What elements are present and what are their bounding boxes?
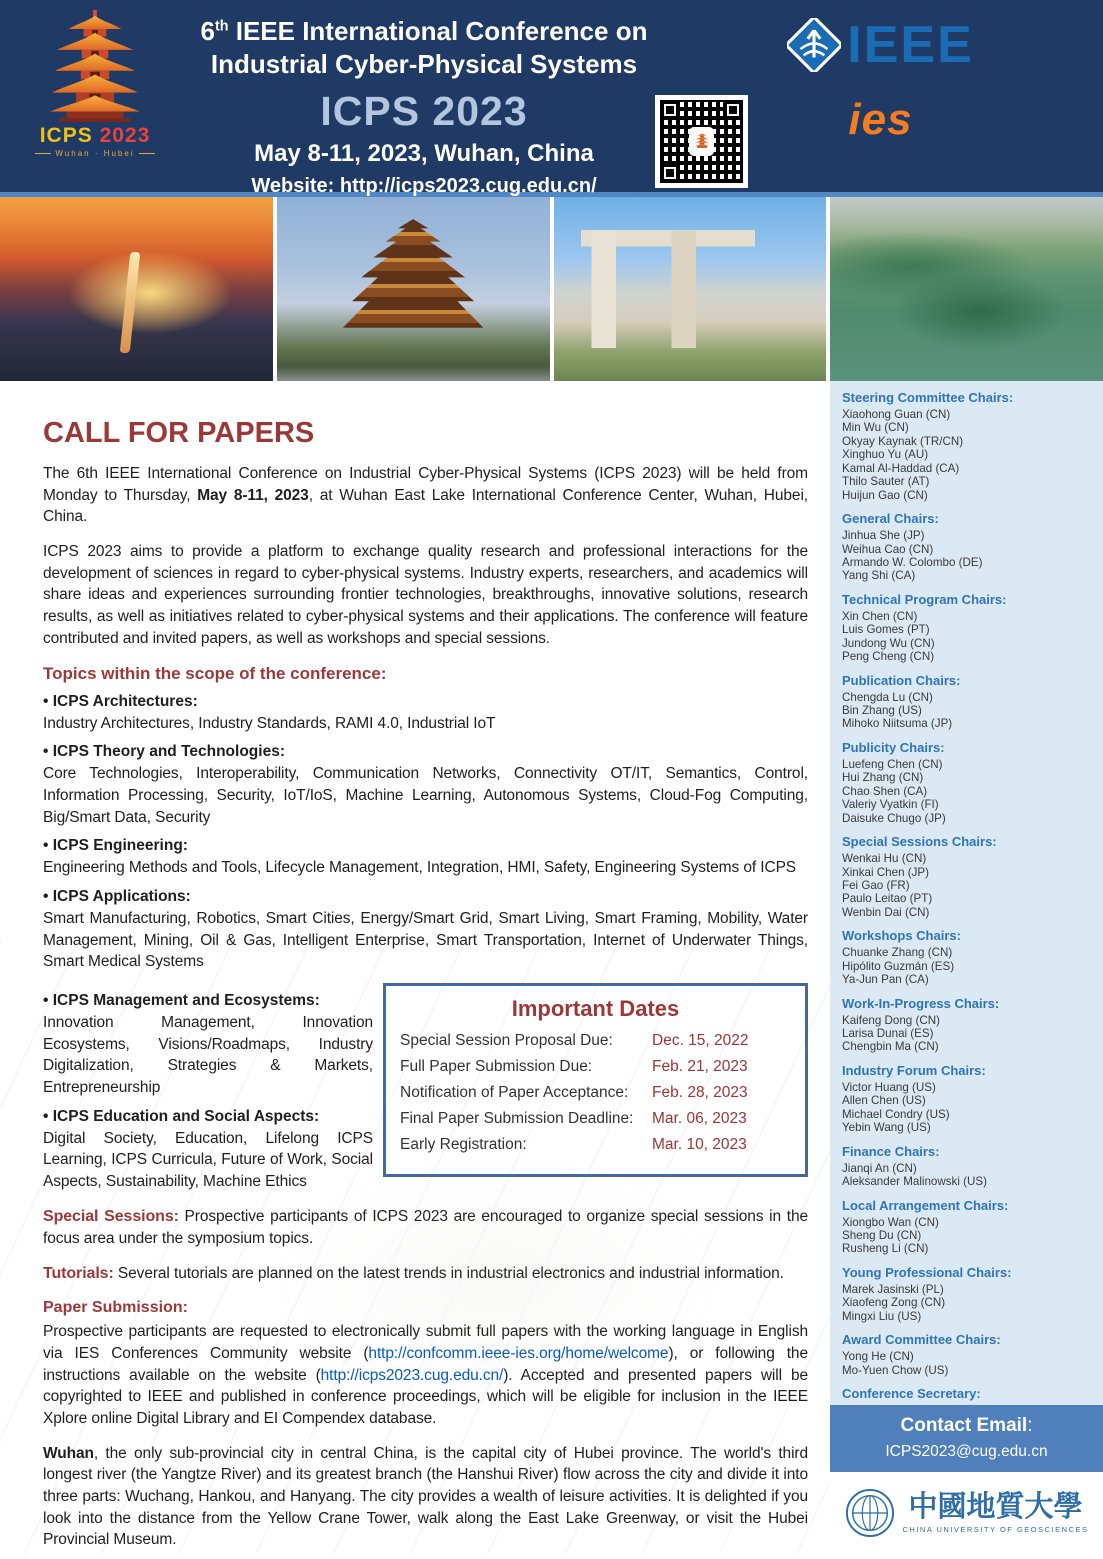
date-label: Final Paper Submission Deadline: [400, 1110, 634, 1127]
chair-name: Allen Chen (US) [842, 1094, 926, 1108]
chair-name: Thilo Sauter (AT) [842, 475, 930, 489]
committee-names [842, 1350, 1097, 1377]
chair-name: Kamal Al-Haddad (CA) [842, 461, 960, 475]
date-label: Special Session Proposal Due: [400, 1032, 613, 1049]
topic-item [43, 743, 808, 828]
chair-name: Jianqi An (CN) [842, 1161, 917, 1175]
important-date-row [400, 1136, 791, 1154]
photo-strip [0, 197, 1103, 381]
committee-heading: Conference Secretary: [842, 1386, 981, 1401]
topic-item [43, 837, 808, 879]
qr-center-pagoda-icon [689, 127, 714, 156]
cug-logo [830, 1472, 1103, 1554]
topic-item [43, 992, 373, 1099]
ies-logo: ies [848, 95, 913, 144]
chair-name: Yong He (CN) [842, 1350, 914, 1364]
chair-name: Xinghuo Yu (AU) [842, 448, 929, 462]
committee-names [842, 691, 1097, 731]
committee-section [842, 1063, 1097, 1135]
chair-name: Jinhua She (JP) [842, 529, 925, 543]
committee-heading: Finance Chairs: [842, 1143, 940, 1159]
committee-heading: Publicity Chairs: [842, 739, 945, 755]
chair-name: Huijun Gao (CN) [842, 488, 928, 502]
conference-acronym: ICPS 2023 [320, 88, 528, 134]
committee-section [842, 996, 1097, 1054]
committee-heading: Steering Committee Chairs: [842, 390, 1014, 405]
committee-names [842, 408, 1097, 502]
conference-title: 6th IEEE International Conference on Industrial Cyber-Physical Systems [200, 16, 648, 79]
committee-section [842, 1144, 1097, 1189]
chair-name: Bin Zhang (US) [842, 704, 922, 717]
date-value: Feb. 21, 2023 [652, 1058, 748, 1075]
topic-title: • ICPS Applications: [43, 888, 808, 906]
topic-title: • ICPS Architectures: [43, 693, 808, 711]
topic-description: Industry Architectures, Industry Standards, RAMI 4.0, Industrial IoT [43, 714, 496, 732]
committee-names [842, 1216, 1097, 1256]
chair-name: Armando W. Colombo (DE) [842, 555, 983, 569]
committee-heading: Award Committee Chairs: [842, 1332, 1001, 1348]
committee-names [842, 529, 1097, 583]
committee-names [842, 946, 1097, 986]
topic-description: Innovation Management, Innovation Ecosystems, Visions/Roadmaps, Industry Digitalization, Strategies & Markets, Entrepreneurship [43, 1014, 373, 1097]
photo-wuhan-sunset-cityscape [0, 197, 273, 381]
pagoda-icon [47, 10, 143, 122]
topic-item [43, 888, 808, 973]
date-value: Mar. 10, 2023 [652, 1136, 747, 1153]
sidebar [830, 381, 1103, 1554]
important-dates-title: Important Dates [511, 996, 680, 1021]
chair-name: Yebin Wang (US) [842, 1121, 931, 1135]
paper-submission-paragraph: Prospective participants are requested to electronically submit full papers with the working language in English via IES Conferences Community website (http://confcomm.ieee-ies.org/home/welcome), or following the instructions available on the website (http://icps2023.cug.edu.cn/). Accepted and presented papers will be copyrighted to IEEE and published in conference proceedings, which will be eligible for inclusion in the IEEE Xplore online Digital Library and EI Compendex database. [43, 1323, 808, 1428]
contact-email-band [830, 1405, 1103, 1472]
topic-description: Digital Society, Education, Lifelong ICPS Learning, ICPS Curricula, Future of Work, Social Aspects, Sustainability, Machine Ethics [43, 1129, 373, 1191]
icps-logo [0, 0, 190, 192]
chair-name: Okyay Kaynak (TR/CN) [842, 434, 964, 448]
chair-name: Xin Chen (CN) [842, 609, 918, 623]
header-titles [190, 0, 658, 197]
chair-name: Xiaofeng Zong (CN) [842, 1296, 946, 1310]
committee-names [842, 610, 1097, 664]
important-date-row [400, 1032, 791, 1050]
committee-heading: Young Professional Chairs: [842, 1264, 1012, 1280]
topic-item [43, 1108, 373, 1193]
chair-name: Luis Gomes (PT) [842, 623, 930, 637]
chair-name: Xiaohong Guan (CN) [842, 408, 951, 421]
qr-finder-icon [660, 100, 680, 120]
important-date-row [400, 1110, 791, 1128]
chair-name: Michael Condry (US) [842, 1107, 950, 1121]
chair-name: Wenkai Hu (CN) [842, 852, 927, 866]
date-label: Early Registration: [400, 1136, 527, 1153]
chair-name: Paulo Leitao (PT) [842, 892, 933, 906]
committee-names [842, 852, 1097, 919]
committee-names [842, 1283, 1097, 1323]
committee-chairs-panel [830, 381, 1103, 1405]
chair-name: Mingxi Liu (US) [842, 1309, 922, 1323]
chair-name: Ya-Jun Pan (CA) [842, 973, 929, 987]
chair-name: Aleksander Malinowski (US) [842, 1175, 987, 1189]
conference-website: Website: http://icps2023.cug.edu.cn/ [251, 175, 597, 197]
committee-heading: Workshops Chairs: [842, 928, 961, 944]
committee-section [842, 928, 1097, 986]
committee-section [842, 673, 1097, 731]
committee-heading: Local Arrangement Chairs: [842, 1197, 1009, 1213]
intro-paragraph-2: ICPS 2023 aims to provide a platform to exchange quality research and professional interactions for the development of sciences in regard to cyber-physical systems. Industry experts, researchers, and academics will share ideas and experiences surrounding frontier technologies, breakthroughs, innovative solutions, research results, as well as initiatives related to cyber-physical systems and their applications. The conference will feature contributed and invited papers, as well as workshops and special sessions. [43, 543, 808, 647]
chair-name: Chengda Lu (CN) [842, 690, 933, 704]
topic-description: Core Technologies, Interoperability, Communication Networks, Connectivity OT/IT, Semantics, Control, Information Processing, Security, IoT/IoS, Machine Learning, Autonomous Systems, Cloud-Fog Computing, Big/Smart Data, Security [43, 765, 808, 826]
ieee-wordmark: IEEE [847, 16, 974, 74]
committee-heading: Special Sessions Chairs: [842, 834, 997, 850]
chair-name: Hipólito Guzmán (ES) [842, 959, 955, 973]
chair-name: Mo-Yuen Chow (US) [842, 1363, 949, 1377]
chair-name: Valeriy Vyatkin (FI) [842, 798, 939, 812]
chair-name: Kaifeng Dong (CN) [842, 1013, 940, 1027]
call-for-papers-title: CALL FOR PAPERS [43, 417, 315, 449]
committee-heading: Technical Program Chairs: [842, 591, 1007, 607]
photo-university-gate [554, 197, 827, 381]
committee-section [842, 834, 1097, 919]
chair-name: Marek Jasinski (PL) [842, 1282, 944, 1296]
chair-name: Fei Gao (FR) [842, 878, 910, 892]
important-date-row [400, 1084, 791, 1102]
chair-name: Min Wu (CN) [842, 421, 909, 435]
chair-name: Jundong Wu (CN) [842, 636, 935, 650]
committee-names [842, 1162, 1097, 1189]
contact-email-address[interactable]: ICPS2023@cug.edu.cn [885, 1443, 1048, 1460]
main-content [0, 381, 830, 1554]
topics-list-2 [43, 983, 373, 1193]
date-value: Dec. 15, 2022 [652, 1032, 749, 1049]
committee-heading: Publication Chairs: [842, 672, 961, 688]
chair-name: Larisa Dunai (ES) [842, 1027, 934, 1040]
contact-email-label: Contact Email: [900, 1415, 1033, 1436]
date-value: Feb. 28, 2023 [652, 1084, 748, 1101]
ieee-diamond-icon [787, 18, 841, 72]
cug-english-name: CHINA UNIVERSITY OF GEOSCIENCES [902, 1525, 1089, 1534]
important-date-row [400, 1058, 791, 1076]
chair-name: Luefeng Chen (CN) [842, 757, 943, 771]
committee-section [842, 1265, 1097, 1323]
cug-chinese-name: 中國地質大學 [908, 1489, 1083, 1523]
chair-name: Yang Shi (CA) [842, 569, 916, 583]
committee-heading: Industry Forum Chairs: [842, 1062, 986, 1078]
committee-section [842, 592, 1097, 664]
important-dates-box [383, 983, 808, 1177]
wuhan-paragraph: Wuhan, the only sub-provincial city in central China, is the capital city of Hubei province. The world's third longest river (the Yangtze River) and its greatest branch (the Hanshui River) flow across the city and divide it into three parts: Wuchang, Hankou, and Hanyang. The city provides a wealth of leisure activities. It is delighted if you look into the distance from the Yellow Crane Tower, walk along the East Lake Greenway, or visit the Hubei Provincial Museum. [43, 1444, 808, 1549]
topic-title: • ICPS Management and Ecosystems: [43, 992, 373, 1010]
topics-list [43, 693, 808, 974]
chair-name: Peng Cheng (CN) [842, 650, 935, 664]
chair-name: Chuanke Zhang (CN) [842, 946, 953, 960]
committee-heading: Work-In-Progress Chairs: [842, 995, 1000, 1011]
photo-yellow-crane-tower [277, 197, 550, 381]
cug-emblem-icon [845, 1488, 895, 1538]
committee-names [842, 1014, 1097, 1054]
topic-title: • ICPS Engineering: [43, 837, 808, 855]
committee-names [842, 1081, 1097, 1135]
topic-description: Smart Manufacturing, Robotics, Smart Cities, Energy/Smart Grid, Smart Living, Smart Framing, Mobility, Water Management, Mining, Oil & Gas, Intelligent Enterprise, Smart Transportation, Internet of Underwater Things, Smart Medical Systems [43, 909, 808, 971]
topics-heading: Topics within the scope of the conference: [43, 663, 387, 683]
header [0, 0, 1103, 197]
website-link[interactable]: http://icps2023.cug.edu.cn/ [339, 175, 597, 197]
date-value: Mar. 06, 2023 [652, 1110, 747, 1127]
ies-community-link[interactable]: http://confcomm.ieee-ies.org/home/welcome [368, 1344, 669, 1362]
qr-finder-icon [723, 100, 743, 120]
committee-section [842, 511, 1097, 583]
chair-name: Chao Shen (CA) [842, 784, 928, 798]
icps-logo-text: ICPS 2023 [39, 124, 151, 147]
committee-section [842, 1332, 1097, 1377]
committee-section [842, 1198, 1097, 1256]
topic-item [43, 693, 808, 735]
date-label: Notification of Paper Acceptance: [400, 1084, 629, 1101]
chair-name: Hui Zhang (CN) [842, 771, 924, 785]
topic-description: Engineering Methods and Tools, Lifecycle Management, Integration, HMI, Safety, Engineering Systems of ICPS [43, 859, 797, 877]
committee-names [842, 758, 1097, 825]
chair-name: Weihua Cao (CN) [842, 542, 934, 556]
qr-code [655, 95, 748, 188]
chair-name: Victor Huang (US) [842, 1080, 936, 1094]
important-dates-list [400, 1032, 791, 1154]
icps-logo-subtitle: Wuhan · Hubei [31, 149, 158, 158]
chair-name: Rusheng Li (CN) [842, 1242, 929, 1256]
ieee-logo [787, 18, 974, 72]
paper-submission-heading: Paper Submission: [43, 1299, 188, 1317]
committee-section [842, 1386, 1097, 1405]
photo-east-lake-aerial [830, 197, 1103, 381]
icps-website-link[interactable]: http://icps2023.cug.edu.cn/ [320, 1366, 504, 1384]
chair-name: Xiongbo Wan (CN) [842, 1215, 939, 1229]
chair-name: Sheng Du (CN) [842, 1228, 922, 1242]
chair-name: Wenbin Dai (CN) [842, 905, 930, 919]
tutorials-paragraph: Tutorials: Several tutorials are planned on the latest trends in industrial electronics and industrial information. [43, 1264, 784, 1282]
date-label: Full Paper Submission Due: [400, 1058, 593, 1075]
chair-name: Daisuke Chugo (JP) [842, 811, 946, 825]
chair-name: Chengbin Ma (CN) [842, 1040, 939, 1054]
chair-name: Mihoko Niitsuma (JP) [842, 717, 953, 731]
intro-paragraph: The 6th IEEE International Conference on Industrial Cyber-Physical Systems (ICPS 2023) will be held from Monday to Thursday, May 8-11, 2023, at Wuhan East Lake International Conference Center, Wuhan, Hubei, China. [43, 465, 809, 526]
committee-section [842, 740, 1097, 825]
qr-pattern [660, 100, 743, 183]
topic-title: • ICPS Theory and Technologies: [43, 743, 808, 761]
conference-date-location: May 8-11, 2023, Wuhan, China [254, 140, 594, 167]
qr-finder-icon [660, 163, 680, 183]
committee-section [842, 390, 1097, 502]
topic-title: • ICPS Education and Social Aspects: [43, 1108, 373, 1126]
committee-heading: General Chairs: [842, 511, 939, 527]
special-sessions-paragraph: Special Sessions: Prospective participants of ICPS 2023 are encouraged to organize special sessions in the focus area under the symposium topics. [43, 1207, 808, 1248]
chair-name: Xinkai Chen (JP) [842, 865, 929, 879]
